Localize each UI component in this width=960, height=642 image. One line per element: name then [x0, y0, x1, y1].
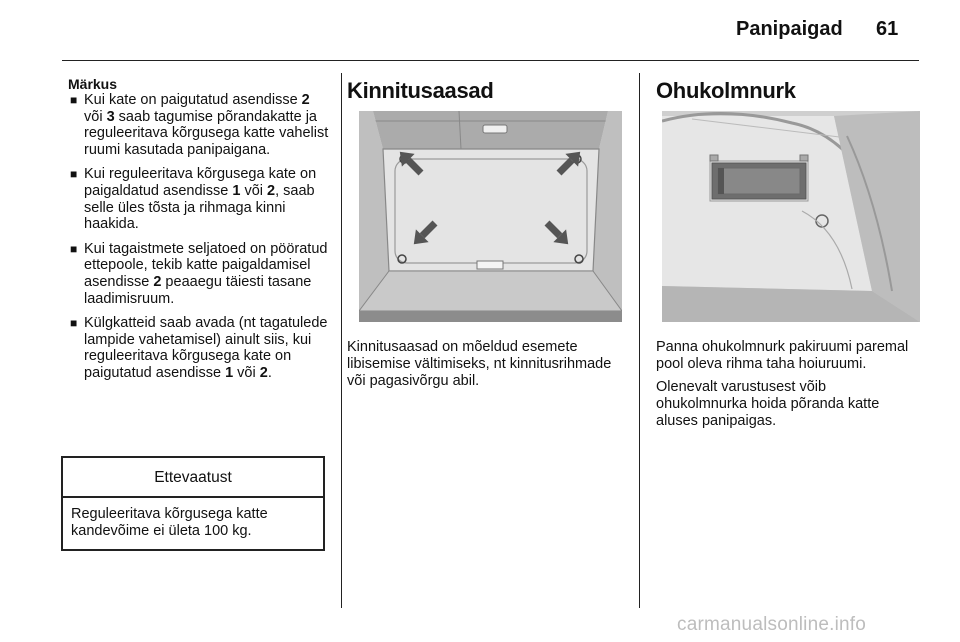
position-number: 2 [301, 92, 310, 108]
section-title-warning-triangle: Ohukolmnurk [656, 78, 796, 103]
column-divider-right [639, 73, 640, 608]
note-bullet-item [68, 241, 330, 307]
bullet-text: saab tagumise põrandakatte ja reguleeritava kõrgusega katte vahelist ruumi kasutada panipaigana. [84, 108, 329, 158]
anchors-description: Kinnitusaasad on mõeldud esemete libisemise vältimiseks, nt kinnitusrihmade või pagasivõrgu abil. [347, 339, 612, 389]
position-number: 2 [267, 182, 276, 199]
note-section [68, 76, 330, 390]
bullet-square-icon: ■ [70, 316, 78, 331]
bullet-square-icon: ■ [70, 93, 78, 107]
position-number: 2 [259, 364, 268, 381]
bullet-text: , saab selle üles tõsta ja rihmaga kinni haakida. [84, 182, 315, 233]
bullet-text: Külgkatteid saab avada (nt tagatulede lampide vahetamisel) ainult siis, kui reguleeritava kõrgusega kate on paigutatud asendisse [84, 315, 328, 381]
note-title: Märkus [68, 76, 118, 92]
watermark-text: carmanualsonline.info [677, 614, 867, 635]
caution-text: Reguleeritava kõrgusega katte kandevõime ei ületa 100 kg. [71, 506, 268, 539]
note-bullet-item [68, 166, 330, 232]
note-bullet-item [68, 315, 330, 381]
position-number: 1 [232, 182, 241, 199]
paragraph: Panna ohukolmnurk pakiruumi paremal pool oleva rihma taha hoiuruumi. [656, 339, 909, 372]
warning-triangle-figure [662, 111, 920, 322]
bullet-text: Kui kate on paigutatud asendisse [84, 92, 302, 108]
trunk-anchors-figure [359, 111, 622, 322]
caution-box [61, 456, 325, 551]
bullet-text: Kui tagaistmete seljatoed on pööratud ettepoole, tekib katte paigaldamisel asendisse [84, 240, 328, 290]
bullet-text: . [267, 364, 272, 381]
page-number: 61 [876, 18, 899, 40]
warning-triangle-description [656, 339, 920, 436]
bullet-text: või [84, 108, 107, 125]
bullet-text: Kui reguleeritava kõrgusega kate on paigaldatud asendisse [84, 166, 317, 199]
bullet-text: peaaegu täiesti tasane laadimisruum. [84, 273, 312, 307]
section-title-anchors: Kinnitusaasad [347, 78, 494, 103]
column-divider-left [341, 73, 342, 608]
note-bullet-item [68, 92, 330, 158]
bullet-square-icon: ■ [70, 241, 78, 256]
page-header-title: Panipaigad [736, 18, 843, 40]
position-number: 2 [153, 273, 162, 290]
position-number: 1 [225, 364, 234, 381]
bullet-square-icon: ■ [70, 167, 78, 182]
bullet-text: või [240, 182, 268, 199]
position-number: 3 [106, 108, 115, 125]
paragraph: Olenevalt varustusest võib ohukolmnurka hoida põranda katte aluses panipaigas. [656, 379, 880, 429]
header-divider [62, 60, 919, 61]
bullet-text: või [233, 364, 260, 381]
caution-title: Ettevaatust [63, 458, 323, 498]
